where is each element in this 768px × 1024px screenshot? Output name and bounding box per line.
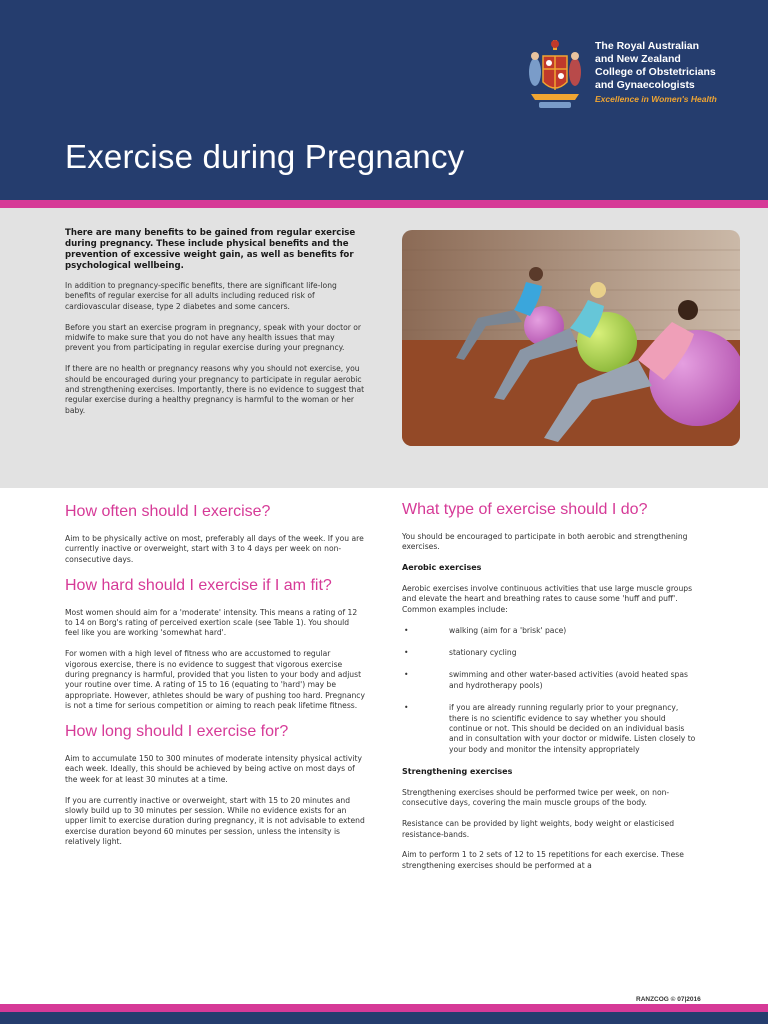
bullet-icon: • (404, 703, 409, 713)
copyright-note: RANZCOG © 07|2016 (636, 996, 701, 1003)
list-item-text: if you are already running regularly prior to your pregnancy, there is no scientific evidence to say whether you should continue or not. This should be decided on an individual basis and in consultation with your doctor or midwife. Listen closely to your body and monitor the intensity appropriately (449, 703, 696, 754)
list-item (402, 703, 698, 755)
list-item-text: walking (aim for a 'brisk' pace) (449, 625, 567, 635)
college-name-line: and Gynaecologists (595, 79, 695, 91)
section-paragraph: For women with a high level of fitness who are accustomed to regular vigorous exercise, there is no evidence to suggest that vigorous exercise during pregnancy is harmful, provided that you listen to your body and adjust your routine over time. A rating of 15 to 16 (equating to 'hard') may be appropriate. However, athletes should be wary of pushing too hard. Pregnancy is not a time for serious competition or aiming to reach peak lifetime fitness. (65, 649, 365, 711)
section-paragraph: Strengthening exercises should be performed twice per week, on non-consecutive days, covering the main muscle groups of the body. (402, 788, 670, 808)
page-header (0, 0, 768, 200)
section-paragraph: You should be encouraged to participate in both aerobic and strengthening exercises. (402, 532, 688, 552)
college-name-line: College of Obstetricians (595, 66, 716, 78)
section-paragraph: If you are currently inactive or overweight, start with 15 to 20 minutes and slowly build up to 30 minutes per session. While no evidence exists for an upper limit to exercise duration during pregnancy, it is not advisable to extend exercise duration beyond 60 minutes per session, unless the intensity is relatively light. (65, 795, 365, 847)
tagline: Excellence in Women's Health (595, 94, 717, 104)
section-paragraph: Most women should aim for a 'moderate' intensity. This means a rating of 12 to 14 on Borg's rating of perceived exertion scale (see Table 1). You should feel like you are working 'somewhat hard'. (65, 607, 358, 638)
footer-divider (0, 1004, 768, 1012)
section-paragraph: Aim to be physically active on most, preferably all days of the week. If you are currently inactive or overweight, start with 3 to 4 days per week on non-consecutive days. (65, 534, 364, 564)
subheading: Aerobic exercises (402, 563, 482, 573)
section-heading: How often should I exercise? (65, 503, 271, 520)
section-paragraph: Aerobic exercises involve continuous activities that use large muscle groups and elevate the heart and breathing rates to cause some 'huff and puff'. Common examples include: (402, 584, 693, 614)
left-column (65, 502, 365, 858)
section-paragraph: Aim to accumulate 150 to 300 minutes of moderate intensity physical activity each week. Ideally, this should be achieved by being active on most days of the week for at least 30 minutes at a time. (65, 754, 362, 784)
section-paragraph: Resistance can be provided by light weights, body weight or elasticised resistance-bands. (402, 819, 675, 839)
college-name-line: The Royal Australian (595, 40, 700, 52)
bullet-icon: • (404, 670, 409, 680)
footer-bar (0, 1012, 768, 1024)
page-title: Exercise during Pregnancy (65, 138, 465, 175)
section-heading: What type of exercise should I do? (402, 501, 648, 518)
header-divider (0, 200, 768, 208)
list-item (402, 670, 698, 691)
section-heading: How hard should I exercise if I am fit? (65, 576, 332, 594)
aerobic-list (402, 626, 698, 756)
right-column (402, 500, 698, 924)
intro-text (65, 228, 365, 427)
intro-lead: There are many benefits to be gained from regular exercise during pregnancy. These include physical benefits and the prevention of excessive weight gain, as well as benefits for psychological wellbeing. (65, 228, 356, 271)
intro-paragraph: In addition to pregnancy-specific benefits, there are significant life-long benefits of regular exercise for all adults including reduced risk of cardiovascular disease, type 2 diabetes and some cancers. (65, 281, 337, 311)
college-name-line: and New Zealand (595, 53, 681, 65)
bullet-icon: • (404, 625, 409, 635)
list-item (402, 648, 698, 658)
list-item (402, 626, 698, 636)
college-crest-icon (525, 38, 585, 114)
list-item-text: swimming and other water-based activities (avoid heated spas and hydrotherapy pools) (449, 670, 688, 690)
intro-paragraph: Before you start an exercise program in pregnancy, speak with your doctor or midwife to make sure that you do not have any health issues that may prevent you from participating in regular exercise during your pregnancy. (65, 322, 362, 353)
college-name (595, 40, 765, 92)
intro-paragraph: If there are no health or pregnancy reasons why you should not exercise, you should be encouraged during your pregnancy to participate in regular aerobic and strengthening exercises. Importantly, there is no evidence to suggest that regular exercise during a healthy pregnancy is harmful to the woman or her baby. (65, 364, 365, 415)
section-heading: How long should I exercise for? (65, 723, 289, 741)
list-item-text: stationary cycling (449, 648, 517, 658)
section-paragraph: Aim to perform 1 to 2 sets of 12 to 15 repetitions for each exercise. These strengthening exercises should be performed at a (402, 850, 684, 870)
subheading: Strengthening exercises (402, 767, 513, 777)
pregnancy-exercise-photo (402, 230, 740, 446)
bullet-icon: • (404, 648, 409, 658)
